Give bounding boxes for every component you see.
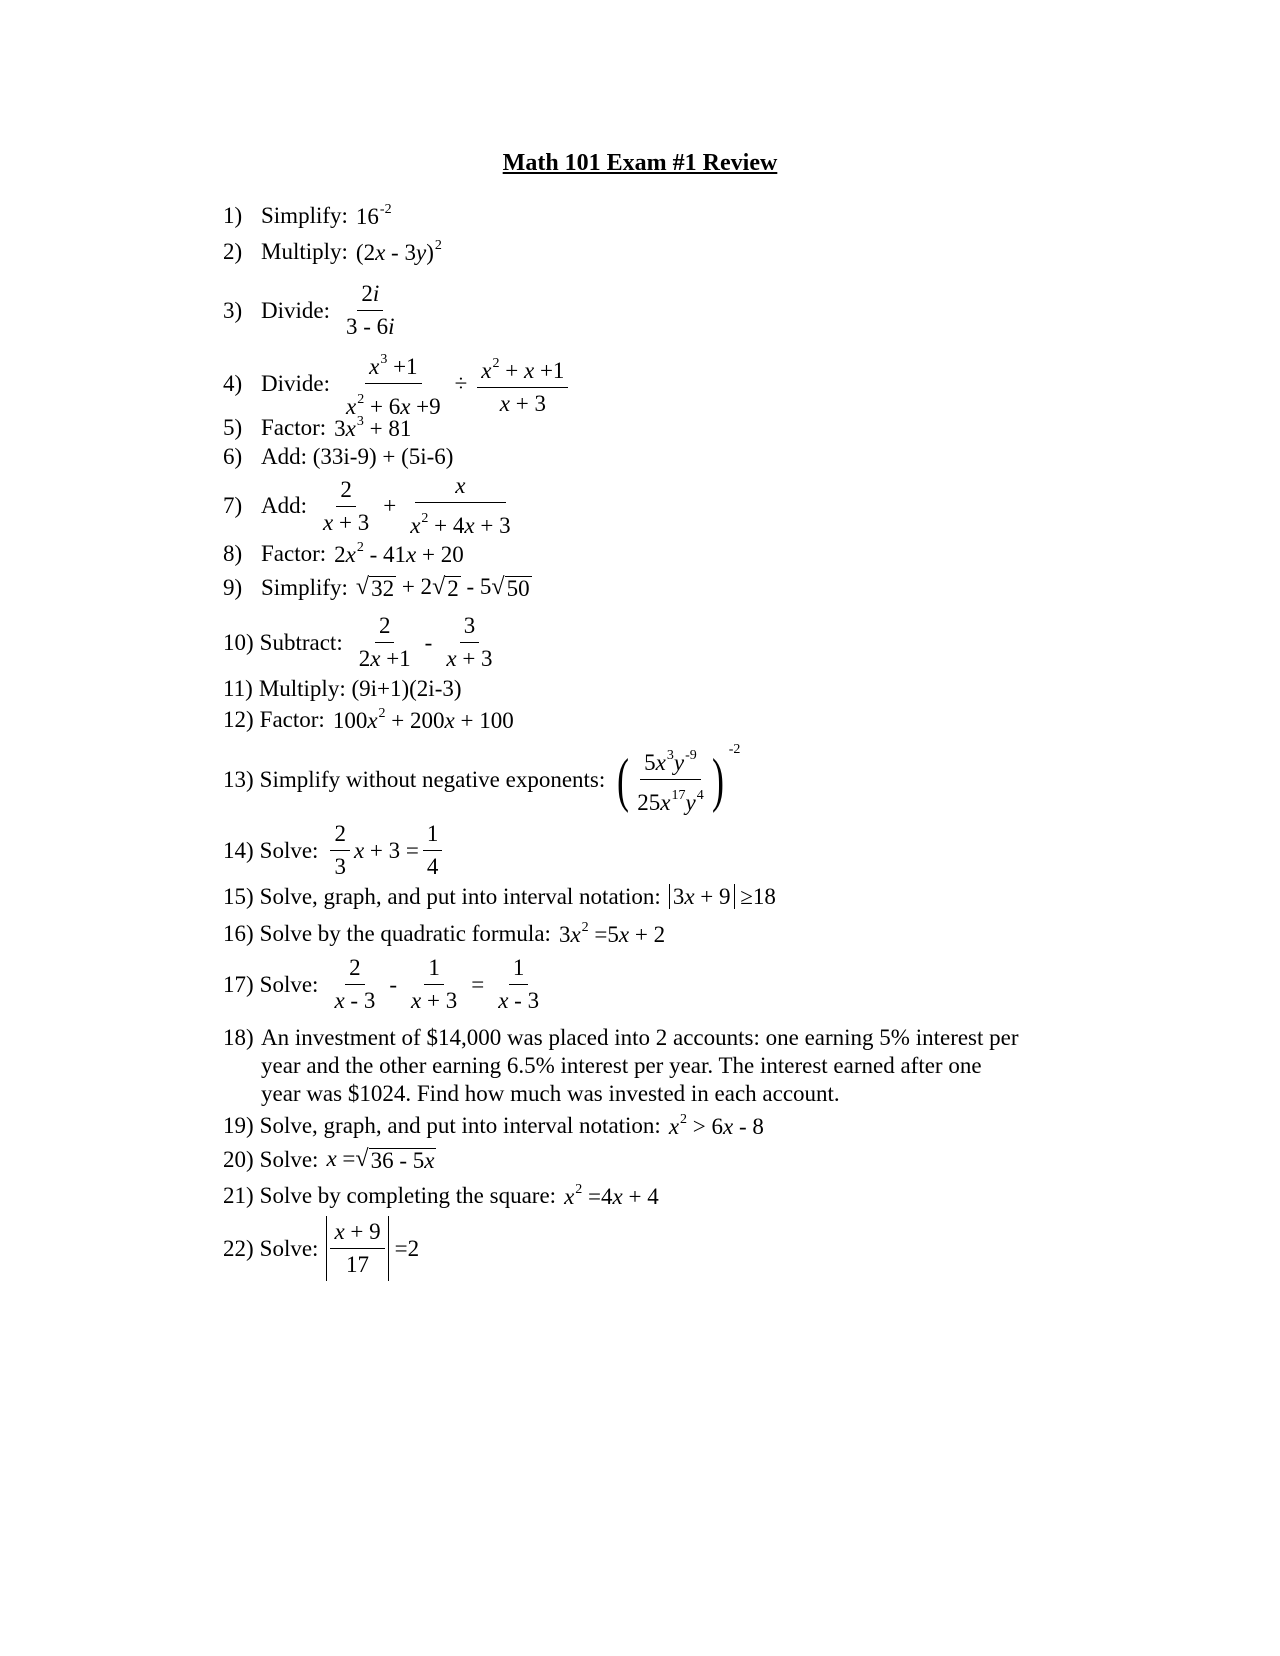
problem-label: Solve by completing the square: [259,1183,557,1208]
math-fraction: $\frac{2}{2x +1}$ [358,613,411,671]
math-expression: $100x^2 + 200x + 100$ [332,706,514,733]
problem-17 [223,954,547,1015]
problem-label: Factor: [261,541,327,566]
problem-13 [223,742,740,817]
problem-number: 18) [223,1025,254,1050]
problem-21 [223,1182,659,1210]
minus-sign: - [424,629,433,655]
math-fraction: $\frac{1}{x - 3}$ [498,955,540,1013]
problem-16 [223,920,665,948]
problem-number: 16) [223,921,254,946]
problem-label: Solve: [259,1146,319,1172]
problem-number: 22) [223,1235,254,1261]
problem-1 [223,202,392,230]
problem-label: Simplify: [261,574,348,600]
problem-18 [223,1024,1103,1108]
problem-label: Multiply: (9i+1)(2i-3) [258,676,462,701]
problem-label: Multiply: [261,239,348,264]
problem-20 [223,1146,436,1173]
problem-6 [223,444,461,470]
problem-11 [223,676,470,702]
math-expression: $2x^2 - 41x + 20$ [334,540,464,567]
problem-number: 11) [223,676,253,701]
problem-9 [223,574,532,601]
problem-label: Subtract: [259,629,343,655]
problem-14 [223,820,446,881]
problem-number: 3) [223,297,243,323]
problem-label: Solve: [259,971,319,997]
math-fraction: $\frac{1}{x + 3}$ [411,955,458,1013]
math-expression: √ 32 + 2 √ 2 - 5 √ 50 [355,574,530,601]
problem-15 [223,884,776,910]
math-expression: $3x^3 + 81$ [334,414,412,441]
math-expression: x = √ 36 - 5x [326,1146,435,1173]
problem-5 [223,414,411,442]
math-expression: $\frac{x + 9}{17}$ [326,1216,388,1281]
math-expression: =2 [394,1235,420,1261]
problem-number: 14) [223,837,254,863]
math-fraction: $\frac{x^3 +1}{x^2 + 6x +9}$ [342,346,445,421]
problem-3 [223,280,403,341]
problem-10 [223,612,501,673]
math-expression: 3x + 9 ≥18 [669,884,776,910]
page-title: Math 101 Exam #1 Review [502,150,778,176]
problem-number: 2) [223,239,243,264]
problem-label: Factor: [261,415,327,440]
problem-label: Divide: [261,370,330,396]
problem-text-line-3: year was $1024. Find how much was invested in each account. [261,1081,840,1106]
problem-number: 1) [223,203,243,228]
math-expression: ( $\frac{5x^3y^{-9}}{25x^{17}y^4}$ ) -2 [617,742,741,815]
math-fraction: $\frac{2}{3}$ [330,820,350,881]
plus-sign: + [383,493,397,518]
math-fraction: $\frac{x}{x^2 + 4x + 3}$ [410,473,511,538]
problem-number: 9) [223,574,243,600]
problem-19 [223,1112,764,1140]
problem-label: Solve by the quadratic formula: [259,921,551,946]
problem-label: Divide: [261,297,330,323]
problem-number: 4) [223,370,243,396]
problem-22 [223,1216,419,1281]
math-expression: $16^{-2}$ [355,202,392,229]
equals-sign: = [471,971,485,997]
problem-number: 8) [223,541,243,566]
divide-sign: ÷ [454,370,468,396]
problem-8 [223,540,464,568]
problem-label: Solve, graph, and put into interval notation: [259,1113,661,1138]
problem-text-line-2: year and the other earning 6.5% interest per year. The interest earned after one [261,1053,982,1078]
problem-number: 15) [223,884,254,909]
problem-number: 20) [223,1146,254,1172]
math-fraction: $\frac{2i}{3 - 6i}$ [346,281,395,339]
problem-number: 12) [223,707,254,732]
problem-label: Solve: [259,1235,319,1261]
problem-number: 7) [223,493,243,518]
problem-12 [223,706,514,734]
problem-label: Factor: [259,707,325,732]
math-expression: (2x - 3y)$^2$ [355,238,442,265]
math-expression: $x^2 =4x + 4$ [564,1182,659,1209]
math-expression: x + 3 = [353,837,419,863]
math-expression: $3x^2 =5x + 2$ [558,920,666,947]
problem-label: Simplify without negative exponents: [259,766,606,792]
problem-number: 6) [223,444,243,469]
problem-label: Simplify: [261,203,348,228]
problem-number: 5) [223,415,243,440]
problem-text-line-1: An investment of $14,000 was placed into 2 accounts: one earning 5% interest per [261,1025,1019,1050]
problem-label: Solve, graph, and put into interval notation: [259,884,661,909]
math-fraction: $\frac{x^2 + x +1}{x + 3}$ [477,350,568,418]
problem-4 [223,346,572,421]
problem-number: 10) [223,629,254,655]
problem-number: 17) [223,971,254,997]
problem-7 [223,472,519,540]
math-fraction: $\frac{2}{x - 3}$ [334,955,376,1013]
math-fraction: $\frac{1}{4}$ [423,820,443,881]
problem-label: Solve: [259,837,319,863]
problem-2 [223,238,442,266]
math-fraction: $\frac{2}{x + 3}$ [323,476,370,535]
problem-number: 21) [223,1183,254,1208]
problem-label: Add: (33i-9) + (5i-6) [261,444,454,469]
problem-label: Add: [261,493,307,518]
math-expression: $x^2 > 6x - 8$ [668,1112,764,1139]
minus-sign: - [389,971,398,997]
problem-number: 19) [223,1113,254,1138]
math-fraction: $\frac{3}{x + 3}$ [446,613,493,671]
problem-number: 13) [223,766,254,792]
